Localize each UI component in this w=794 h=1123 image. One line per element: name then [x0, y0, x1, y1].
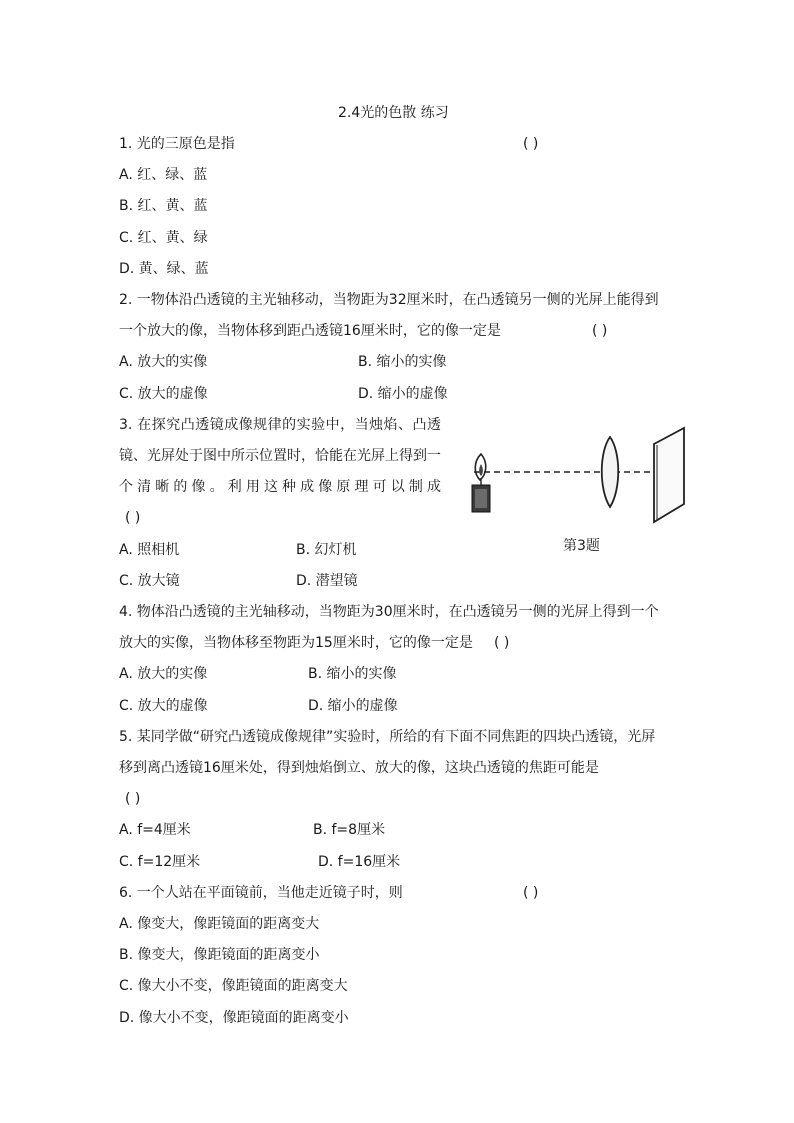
candle-flame-icon — [475, 454, 486, 486]
question-1-option-b: B. 红、黄、蓝 — [119, 198, 208, 214]
question-5-option-a: A. f=4厘米 — [119, 822, 191, 838]
question-5-option-d: D. f=16厘米 — [318, 854, 401, 870]
question-2-line-1: 2. 一物体沿凸透镜的主光轴移动，当物距为32厘米时，在凸透镜另一侧的光屏上能得到 — [119, 292, 659, 308]
question-5-answer-bracket: ( ) — [125, 791, 141, 807]
question-6-stem: 6. 一个人站在平面镜前，当他走近镜子时，则 — [119, 885, 403, 901]
question-3-option-c: C. 放大镜 — [119, 573, 180, 589]
question-2-answer-bracket: ( ) — [592, 323, 608, 339]
question-6-option-a: A. 像变大，像距镜面的距离变大 — [119, 916, 320, 932]
question-4-answer-bracket: ( ) — [494, 635, 510, 651]
question-5-option-b: B. f=8厘米 — [313, 822, 386, 838]
question-2-option-b: B. 缩小的实像 — [358, 354, 447, 370]
question-2-option-c: C. 放大的虚像 — [119, 386, 208, 402]
question-6-answer-bracket: ( ) — [523, 885, 539, 901]
question-2-option-d: D. 缩小的虚像 — [358, 386, 448, 402]
question-3-option-b: B. 幻灯机 — [296, 542, 357, 558]
question-4-option-c: C. 放大的虚像 — [119, 698, 208, 714]
lens-experiment-figure — [462, 422, 700, 534]
question-4-option-a: A. 放大的实像 — [119, 666, 208, 682]
convex-lens-icon — [602, 437, 619, 507]
question-3-line-1: 3. 在探究凸透镜成像规律的实验中，当烛焰、凸透 — [119, 417, 441, 433]
question-1-option-a: A. 红、绿、蓝 — [119, 167, 208, 183]
light-screen-icon — [654, 428, 684, 522]
question-2-option-a: A. 放大的实像 — [119, 354, 208, 370]
question-3-line-3: 个清晰的像。利用这种成像原理可以制成 — [119, 479, 441, 495]
question-4-option-b: B. 缩小的实像 — [308, 666, 397, 682]
candle-body-shade — [475, 489, 487, 508]
figure-caption: 第3题 — [563, 538, 600, 554]
question-1-option-d: D. 黄、绿、蓝 — [119, 261, 209, 277]
question-4-line-1: 4. 物体沿凸透镜的主光轴移动，当物距为30厘米时，在凸透镜另一侧的光屏上得到一个 — [119, 604, 659, 620]
question-3-line-2: 镜、光屏处于图中所示位置时，恰能在光屏上得到一 — [119, 448, 441, 464]
question-5-line-1: 5. 某同学做“研究凸透镜成像规律”实验时，所给的有下面不同焦距的四块凸透镜，光屏 — [119, 729, 656, 745]
question-6-option-c: C. 像大小不变，像距镜面的距离变大 — [119, 978, 348, 994]
question-6-option-b: B. 像变大，像距镜面的距离变小 — [119, 947, 320, 963]
question-2-line-2: 一个放大的像，当物体移到距凸透镜16厘米时，它的像一定是 — [119, 323, 501, 339]
question-3-answer-bracket: ( ) — [125, 510, 141, 526]
question-1-answer-bracket: ( ) — [523, 136, 539, 152]
question-4-line-2: 放大的实像，当物体移至物距为15厘米时，它的像一定是 — [119, 635, 473, 651]
question-4-option-d: D. 缩小的虚像 — [308, 698, 398, 714]
page-title: 2.4光的色散 练习 — [338, 105, 449, 121]
question-5-line-2: 移到离凸透镜16厘米处，得到烛焰倒立、放大的像，这块凸透镜的焦距可能是 — [119, 760, 599, 776]
question-3-option-a: A. 照相机 — [119, 542, 180, 558]
question-6-option-d: D. 像大小不变，像距镜面的距离变小 — [119, 1010, 349, 1026]
question-1-option-c: C. 红、黄、绿 — [119, 230, 208, 246]
question-1-stem: 1. 光的三原色是指 — [119, 136, 235, 152]
question-5-option-c: C. f=12厘米 — [119, 854, 201, 870]
question-3-option-d: D. 潜望镜 — [296, 573, 358, 589]
